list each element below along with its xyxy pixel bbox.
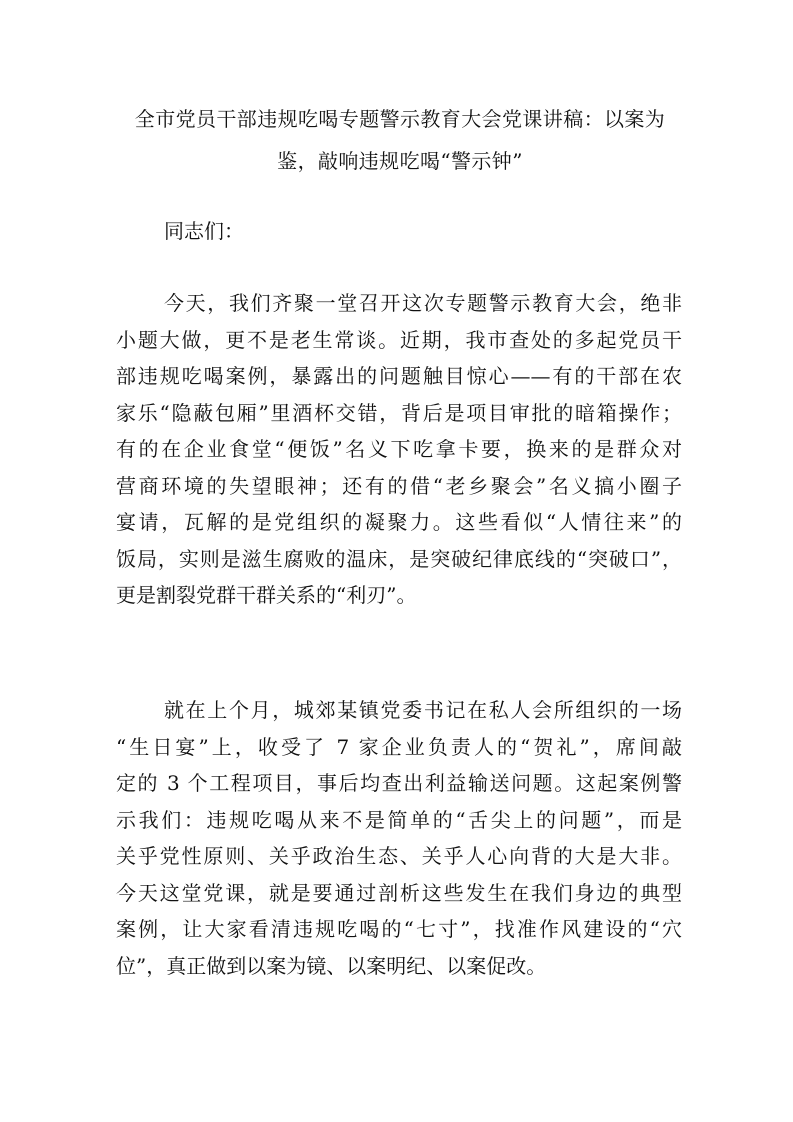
paragraph-line: 位”，真正做到以案为镜、以案明纪、以案促改。 <box>116 953 547 978</box>
paragraph-line: 定的 3 个工程项目，事后均查出利益输送问题。这起案例警 <box>116 771 682 795</box>
paragraph-line: 示我们：违规吃喝从来不是简单的“舌尖上的问题”，而是 <box>116 807 682 832</box>
paragraph-line: 今天，我们齐聚一堂召开这次专题警示教育大会，绝非 <box>164 291 682 315</box>
title-line: 鉴，敲响违规吃喝“警示钟” <box>277 149 523 173</box>
paragraph-1 <box>116 285 682 614</box>
paragraph-line: 有的在企业食堂“便饭”名义下吃拿卡要，换来的是群众对 <box>116 437 682 461</box>
title-line: 全市党员干部违规吃喝专题警示教育大会党课讲稿：以案为 <box>134 107 666 131</box>
document-title <box>110 98 690 182</box>
paragraph-line: 家乐“隐蔽包厢”里酒杯交错，背后是项目审批的暗箱操作； <box>116 400 682 425</box>
paragraph-line: 饭局，实则是滋生腐败的温床，是突破纪律底线的“突破口”， <box>116 546 682 571</box>
paragraph-line: 更是割裂党群干群关系的“利刃”。 <box>116 583 417 607</box>
paragraph-line: 今天这堂党课，就是要通过剖析这些发生在我们身边的典型 <box>116 880 682 905</box>
paragraph-line: 就在上个月，城郊某镇党委书记在私人会所组织的一场 <box>164 698 682 722</box>
paragraph-line: 案例，让大家看清违规吃喝的“七寸”，找准作风建设的“穴 <box>116 917 682 941</box>
paragraph-line: 营商环境的失望眼神；还有的借“老乡聚会”名义搞小圈子 <box>116 473 682 498</box>
paragraph-line: 关乎党性原则、关乎政治生态、关乎人心向背的大是大非。 <box>116 844 682 868</box>
paragraph-line: “生日宴”上，收受了 7 家企业负责人的“贺礼”，席间敲 <box>116 734 682 759</box>
paragraph-line: 宴请，瓦解的是党组织的凝聚力。这些看似“人情往来”的 <box>116 510 682 534</box>
paragraph-line: 小题大做，更不是老生常谈。近期，我市查处的多起党员干 <box>116 327 682 352</box>
salutation: 同志们： <box>164 219 244 243</box>
paragraph-line: 部违规吃喝案例，暴露出的问题触目惊心——有的干部在农 <box>116 364 682 388</box>
paragraph-2 <box>116 692 682 984</box>
